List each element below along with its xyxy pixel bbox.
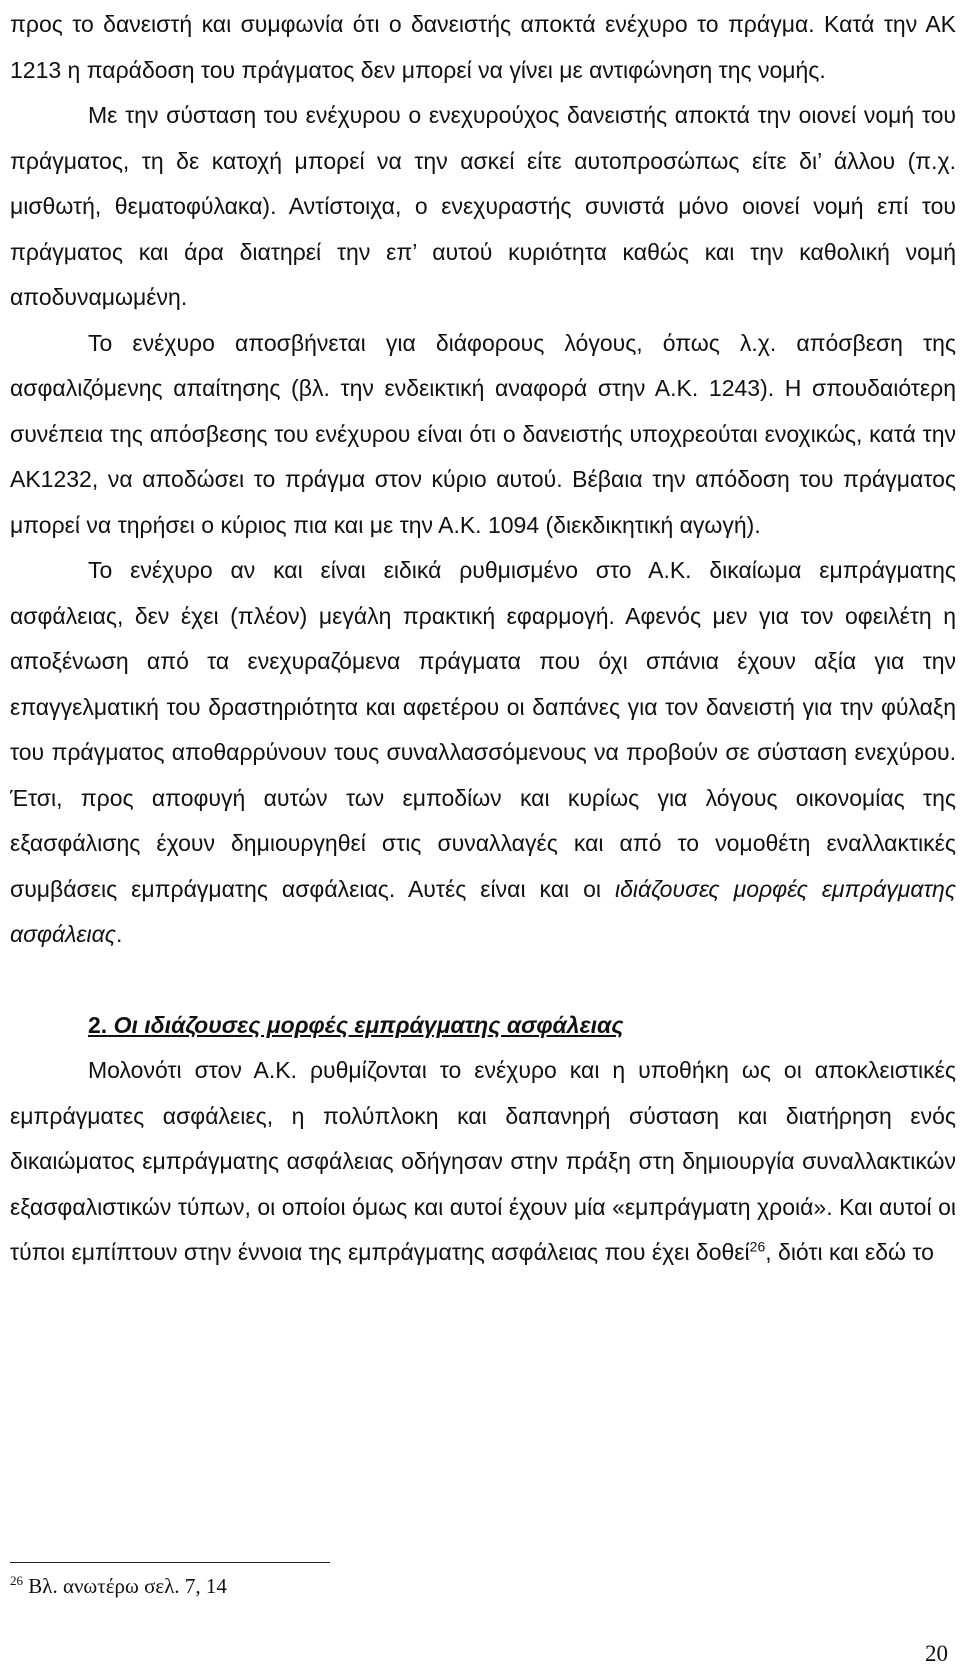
footnote-reference[interactable]: 26 (749, 1238, 766, 1255)
paragraph-4-end: . (115, 921, 123, 947)
paragraph-4 (10, 548, 956, 958)
paragraph-4-text: Το ενέχυρο αν και είναι ειδικά ρυθμισμένο στο Α.Κ. δικαίωμα εμπράγματης ασφάλειας, δεν έχει (πλέον) μεγάλη πρακτική εφαρμογή. Αφενός μεν για τον οφειλέτη η αποξένωση από τα ενεχυραζόμενα πράγματα που όχι σπάνια έχουν αξία για την επαγγελματική του δραστηριότητα και αφετέρου οι δαπάνες για τον δανειστή για την φύλαξη του πράγματος αποθαρρύνουν τους συναλλασσόμενους να προβούν σε σύσταση ενεχύρου. Έτσι, προς αποφυγή αυτών των εμποδίων και κυρίως για λόγους οικονομίας της εξασφάλισης έχουν δημιουργηθεί στις συναλλαγές και από το νομοθέτη εναλλακτικές συμβάσεις εμπράγματης ασφάλειας. Αυτές είναι και οι (10, 557, 956, 902)
paragraph-1: προς το δανειστή και συμφωνία ότι ο δανειστής αποκτά ενέχυρο το πράγμα. Κατά την ΑΚ 1213 η παράδοση του πράγματος δεν μπορεί να γίνει με αντιφώνηση της νομής. (10, 11, 956, 83)
footnote (10, 1572, 227, 1600)
paragraph-5 (10, 1048, 956, 1276)
section-heading-number: 2. (88, 1011, 108, 1038)
paragraph-5-text: Μολονότι στον Α.Κ. ρυθμίζονται το ενέχυρο και η υποθήκη ως οι αποκλειστικές εμπράγματες ασφάλειες, η πολύπλοκη και δαπανηρή σύσταση και διατήρηση ενός δικαιώματος εμπράγματης ασφάλειας οδήγησαν στην πράξη στη δημιουργία συναλλακτικών εξασφαλιστικών τύπων, οι οποίοι όμως και αυτοί έχουν μία «εμπράγματη χροιά». Και αυτοί οι τύποι εμπίπτουν στην έννοια της εμπράγματης ασφάλειας που έχει δοθεί (10, 1057, 956, 1265)
paragraph-5-text-after: , διότι και εδώ το (765, 1239, 934, 1265)
section-heading (10, 958, 956, 1049)
body-text (10, 2, 956, 1276)
footnote-number: 26 (10, 1573, 23, 1588)
page-number: 20 (925, 1641, 948, 1666)
section-heading-title: Οι ιδιάζουσες μορφές εμπράγματης ασφάλειας (113, 1011, 624, 1038)
paragraph-4-italic-phrase: ιδιάζουσες μορφές εμπράγματης ασφάλειας (10, 875, 957, 947)
footnote-text: Βλ. ανωτέρω σελ. 7, 14 (28, 1574, 227, 1598)
paragraph-3: Το ενέχυρο αποσβήνεται για διάφορους λόγους, όπως λ.χ. απόσβεση της ασφαλιζόμενης απαίτησης (βλ. την ενδεικτική αναφορά στην Α.Κ. 1243). Η σπουδαιότερη συνέπεια της απόσβεσης του ενέχυρου είναι ότι ο δανειστής υποχρεούται ενοχικώς, κατά την ΑΚ1232, να αποδώσει το πράγμα στον κύριο αυτού. Βέβαια την απόδοση του πράγματος μπορεί να τηρήσει ο κύριος πια και με την Α.Κ. 1094 (διεκδικητική αγωγή). (10, 329, 956, 538)
paragraph-2: Με την σύσταση του ενέχυρου ο ενεχυρούχος δανειστής αποκτά την οιονεί νομή του πράγματος, τη δε κατοχή μπορεί να την ασκεί είτε αυτοπροσώπως είτε δι’ άλλου (π.χ. μισθωτή, θεματοφύλακα). Αντίστοιχα, ο ενεχυραστής συνιστά μόνο οιονεί νομή επί του πράγματος και άρα διατηρεί την επ’ αυτού κυριότητα καθώς και την καθολική νομή αποδυναμωμένη. (10, 102, 956, 310)
footnote-separator (10, 1562, 330, 1563)
